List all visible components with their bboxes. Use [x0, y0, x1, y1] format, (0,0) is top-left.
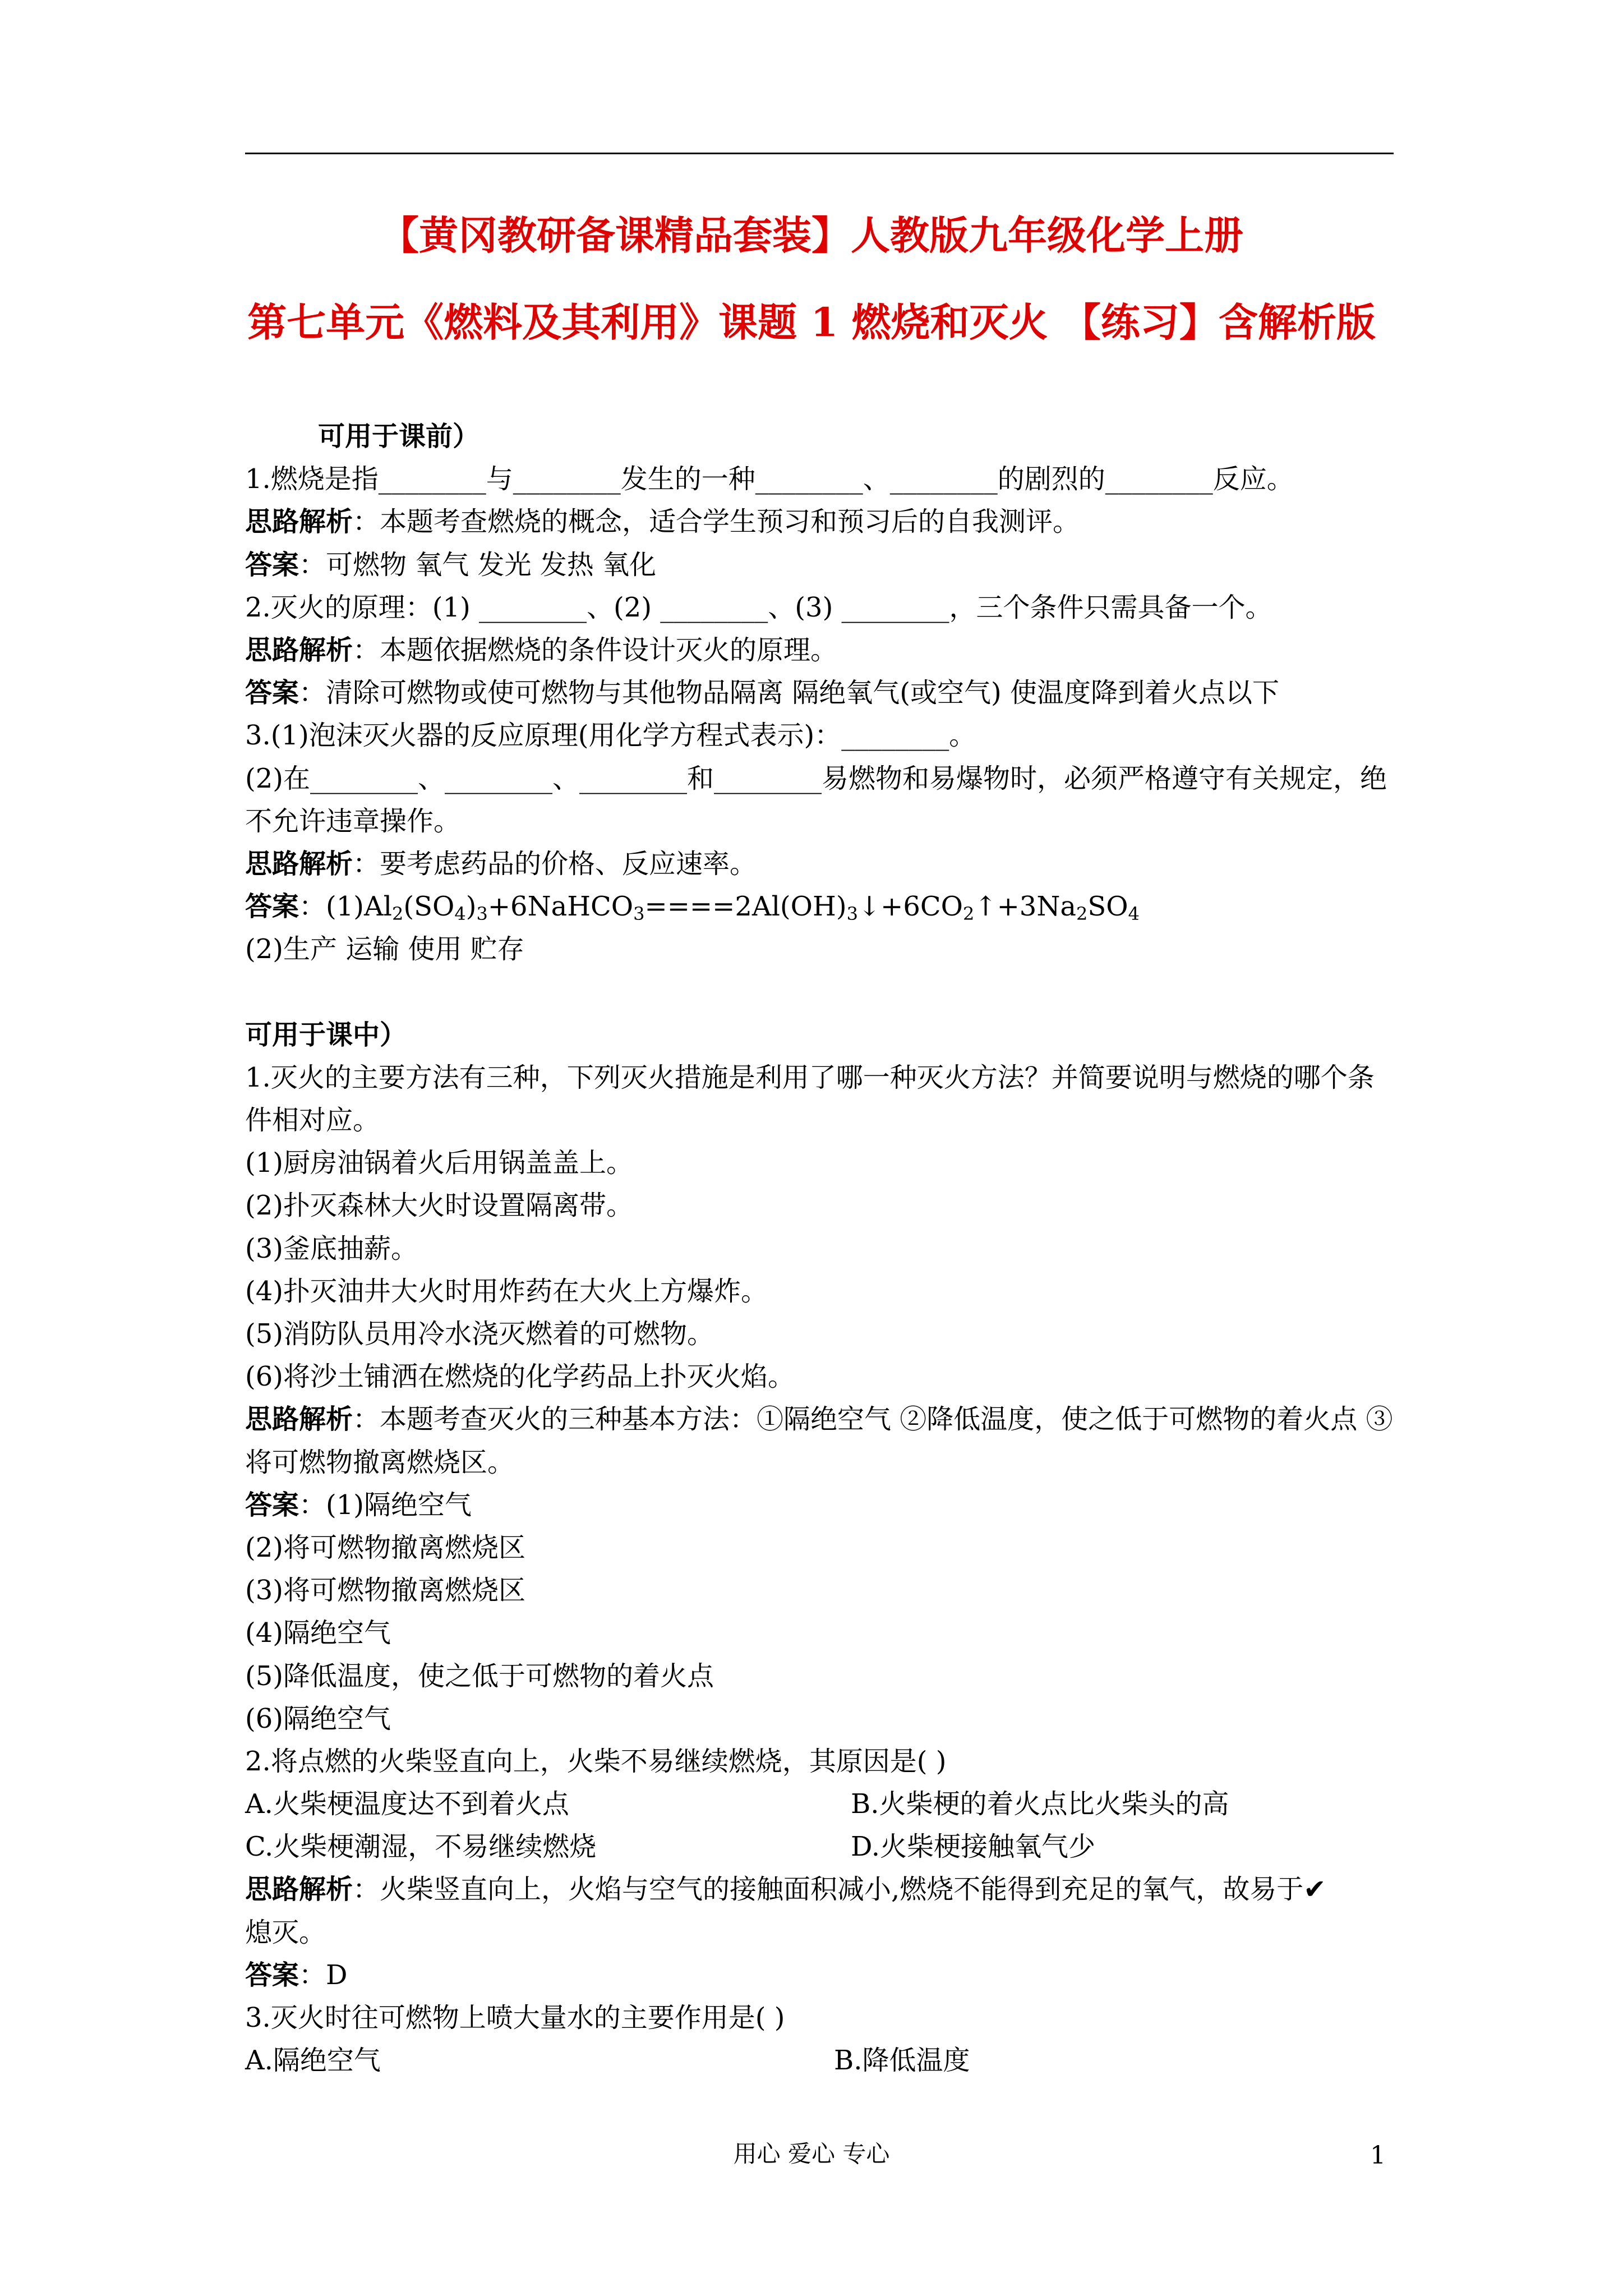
class-answer-1-item: (5)降低温度，使之低于可燃物的着火点 [245, 1660, 714, 1692]
analysis-text: ：本题考查灭火的三种基本方法：①隔绝空气 ②降低温度，使之低于可燃物的着火点 ③将可燃物撤离燃烧区。 [245, 1404, 1393, 1478]
header-rule [245, 153, 1394, 154]
class-question-1: 1.灭火的主要方法有三种，下列灭火措施是利用了哪一种灭火方法？并简要说明与燃烧的哪个条件相对应。 [245, 1061, 1375, 1137]
class-question-2: 2.将点燃的火柴竖直向上，火柴不易继续燃烧，其原因是( ) [245, 1745, 947, 1777]
class-question-1-item: (5)消防队员用冷水浇灭燃着的可燃物。 [245, 1318, 714, 1350]
analysis-3 [245, 843, 1400, 885]
equation-part: ↑+3Na [974, 891, 1076, 923]
answer-3-equation [245, 885, 1400, 928]
answer-text: ：(1)隔绝空气 [299, 1489, 472, 1521]
equation-part: ：(1)Al [299, 891, 393, 923]
answer-3-part-2: (2)生产 运输 使用 贮存 [245, 933, 524, 965]
subscript: 4 [1128, 903, 1140, 925]
option-b: B.火柴梗的着火点比火柴头的高 [851, 1788, 1229, 1820]
page-footer: 用心 爱心 专心 [733, 2140, 890, 2168]
answer-text: ：D [299, 1959, 348, 1991]
options-row [245, 1783, 1400, 1825]
question-2: 2.灭火的原理：(1) ________、(2) ________、(3) ________，三个条件只需具备一个。 [245, 591, 1272, 623]
document-body [245, 415, 1400, 2082]
options-row [245, 1825, 1400, 1868]
analysis-1 [245, 500, 1400, 543]
class-question-1-item: (3)釜底抽薪。 [245, 1232, 418, 1264]
option-a: A.火柴梗温度达不到着火点 [245, 1788, 569, 1820]
analysis-text: ：火柴竖直向上，火焰与空气的接触面积减小,燃烧不能得到充足的氧气，故易于 [353, 1874, 1304, 1906]
checkmark-icon: ✔ [1303, 1874, 1326, 1906]
option-a: A.隔绝空气 [245, 2045, 381, 2077]
analysis-text: ：本题考查燃烧的概念，适合学生预习和预习后的自我测评。 [353, 506, 1080, 538]
class-answer-1-item: (3)将可燃物撤离燃烧区 [245, 1575, 525, 1607]
class-question-1-item: (6)将沙土铺洒在燃烧的化学药品上扑灭火焰。 [245, 1361, 795, 1393]
option-d: D.火柴梗接触氧气少 [851, 1831, 1096, 1863]
answer-2 [245, 671, 1400, 714]
answer-label: 答案 [245, 1489, 299, 1521]
equation-part: ====2Al(OH) [644, 891, 847, 923]
question-3-part-1: 3.(1)泡沫灭火器的反应原理(用化学方程式表示)：________。 [245, 720, 976, 752]
class-answer-1 [245, 1484, 1400, 1526]
answer-1 [245, 544, 1400, 586]
question-1: 1.燃烧是指________与________发生的一种________、________的剧烈的________反应。 [245, 463, 1294, 495]
class-question-1-item: (1)厨房油锅着火后用锅盖盖上。 [245, 1147, 633, 1179]
option-b: B.降低温度 [834, 2045, 970, 2077]
class-analysis-2-end: 熄灭。 [245, 1916, 326, 1948]
class-answer-1-item: (2)将可燃物撤离燃烧区 [245, 1531, 525, 1563]
class-question-1-item: (2)扑灭森林大火时设置隔离带。 [245, 1190, 633, 1222]
analysis-label: 思路解析 [245, 506, 353, 538]
analysis-label: 思路解析 [245, 634, 353, 666]
class-answer-2 [245, 1954, 1400, 1996]
question-3-part-2: (2)在________、________、________和________易燃物和易爆物时，必须严格遵守有关规定，绝不允许违章操作。 [245, 762, 1387, 837]
analysis-label: 思路解析 [245, 1404, 353, 1435]
equation-part: ) [465, 891, 477, 923]
class-question-1-item: (4)扑灭油井大火时用炸药在大火上方爆炸。 [245, 1275, 768, 1307]
analysis-text: ：本题依据燃烧的条件设计灭火的原理。 [353, 634, 838, 666]
answer-text: ：可燃物 氧气 发光 发热 氧化 [299, 549, 657, 581]
analysis-text: ：要考虑药品的价格、反应速率。 [353, 848, 757, 880]
answer-text: ：清除可燃物或使可燃物与其他物品隔离 隔绝氧气(或空气) 使温度降到着火点以下 [299, 677, 1279, 709]
document-subtitle: 第七单元《燃料及其利用》课题 1 燃烧和灭火 【练习】含解析版 [247, 299, 1376, 346]
analysis-label: 思路解析 [245, 848, 353, 880]
class-analysis-1 [245, 1398, 1400, 1483]
analysis-label: 思路解析 [245, 1874, 353, 1906]
answer-label: 答案 [245, 891, 299, 923]
option-c: C.火柴梗潮湿，不易继续燃烧 [245, 1831, 597, 1863]
class-analysis-2 [245, 1868, 1400, 1911]
options-row [245, 2039, 1400, 2082]
document-title: 【黄冈教研备课精品套装】人教版九年级化学上册 [380, 212, 1243, 259]
equation-part: SO [1087, 891, 1128, 923]
subscript: 3 [846, 903, 858, 925]
subscript: 2 [1076, 903, 1088, 925]
page-number: 1 [1370, 2141, 1386, 2170]
answer-label: 答案 [245, 677, 299, 709]
analysis-2 [245, 629, 1400, 671]
class-question-3: 3.灭火时往可燃物上喷大量水的主要作用是( ) [245, 2002, 785, 2034]
class-answer-1-item: (6)隔绝空气 [245, 1703, 391, 1734]
answer-label: 答案 [245, 1959, 299, 1991]
subscript: 2 [963, 903, 975, 925]
subscript: 4 [454, 903, 466, 925]
subscript: 2 [392, 903, 404, 925]
class-answer-1-item: (4)隔绝空气 [245, 1617, 391, 1649]
subscript: 3 [633, 903, 645, 925]
section-spacer [245, 970, 1400, 1013]
answer-label: 答案 [245, 549, 299, 581]
section-heading-in-class: 可用于课中） [245, 1019, 407, 1051]
subscript: 3 [476, 903, 488, 925]
equation-part: (SO [403, 891, 455, 923]
equation-part: ↓+6CO [857, 891, 963, 923]
section-heading-before-class: 可用于课前） [318, 421, 480, 452]
equation-part: +6NaHCO [487, 891, 634, 923]
